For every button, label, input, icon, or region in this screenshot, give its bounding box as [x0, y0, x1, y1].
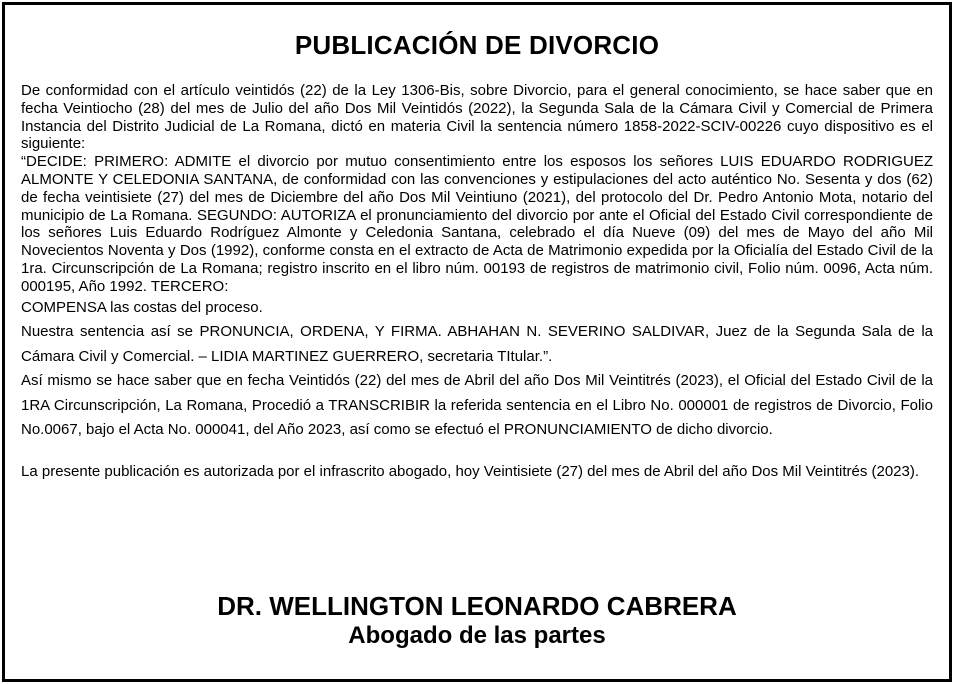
decision-third-paragraph: COMPENSA las costas del proceso. [21, 298, 263, 316]
intro-paragraph: De conformidad con el artículo veintidós (22) de la Ley 1306-Bis, sobre Divorcio, para el general conocimiento, se hace saber que en fecha Veintiocho (28) del mes de Julio del año Dos Mil Veintidós (2022), la Segunda Sala de la Cámara Civil y Comercial de Primera Instancia del Distrito Judicial de La Romana, dictó en materia Civil la sentencia número 1858-2022-SCIV-00226 cuyo dispositivo es el siguiente: [21, 82, 933, 153]
authorization-paragraph: La presente publicación es autorizada por el infrascrito abogado, hoy Veintisiete (27) del mes de Abril del año Dos Mil Veintitrés (2023). [21, 462, 920, 480]
lawyer-name: DR. WELLINGTON LEONARDO CABRERA [217, 591, 737, 621]
paragraph-gap [21, 443, 933, 460]
transcription-paragraph: Así mismo se hace saber que en fecha Veintidós (22) del mes de Abril del año Dos Mil Veintitrés (2023), el Oficial del Estado Civil de la 1RA Circunscripción, La Romana, Procedió a TRANSCRIBIR la referida sentencia en el Libro No. 000001 de registros de Divorcio, Folio No.0067, bajo el Acta No. 000041, del Año 2023, así como se efectuó el PRONUNCIAMIENTO de dicho divorcio. [21, 372, 933, 439]
decision-paragraph: “DECIDE: PRIMERO: ADMITE el divorcio por mutuo consentimiento entre los esposos los señores LUIS EDUARDO RODRIGUEZ ALMONTE Y CELEDONIA SANTANA, de conformidad con las convenciones y estipulaciones del acto auténtico No. Sesenta y dos (62) de fecha veintisiete (27) del mes de Diciembre del año Dos Mil Veintiuno (2021), del protocolo del Dr. Pedro Antonio Mota, notario del municipio de La Romana. SEGUNDO: AUTORIZA el pronunciamiento del divorcio por ante el Oficial del Estado Civil correspondiente de los señores Luis Eduardo Rodríguez Almonte y Celedonia Santana, celebrado el día Nueve (09) del mes de Mayo del año Mil Novecientos Noventa y Dos (1992), conforme consta en el extracto de Acta de Matrimonio expedida por la Oficialía del Estado Civil de la 1ra. Circunscripción de La Romana; registro inscrito en el libro núm. 00193 de registros de matrimonio civil, Folio núm. 0096, Acta núm. 000195, Año 1992. TERCERO: [21, 153, 933, 295]
publication-frame [2, 2, 952, 682]
lawyer-role: Abogado de las partes [348, 622, 606, 649]
publication-body [21, 82, 933, 484]
page-title: PUBLICACIÓN DE DIVORCIO [294, 30, 660, 60]
signature-block [5, 591, 949, 651]
signature-paragraph: Nuestra sentencia así se PRONUNCIA, ORDENA, Y FIRMA. ABHAHAN N. SEVERINO SALDIVAR, Juez de la Segunda Sala de la Cámara Civil y Comercial. – LIDIA MARTINEZ GUERRERO, secretaria TItular.”. [21, 323, 933, 365]
